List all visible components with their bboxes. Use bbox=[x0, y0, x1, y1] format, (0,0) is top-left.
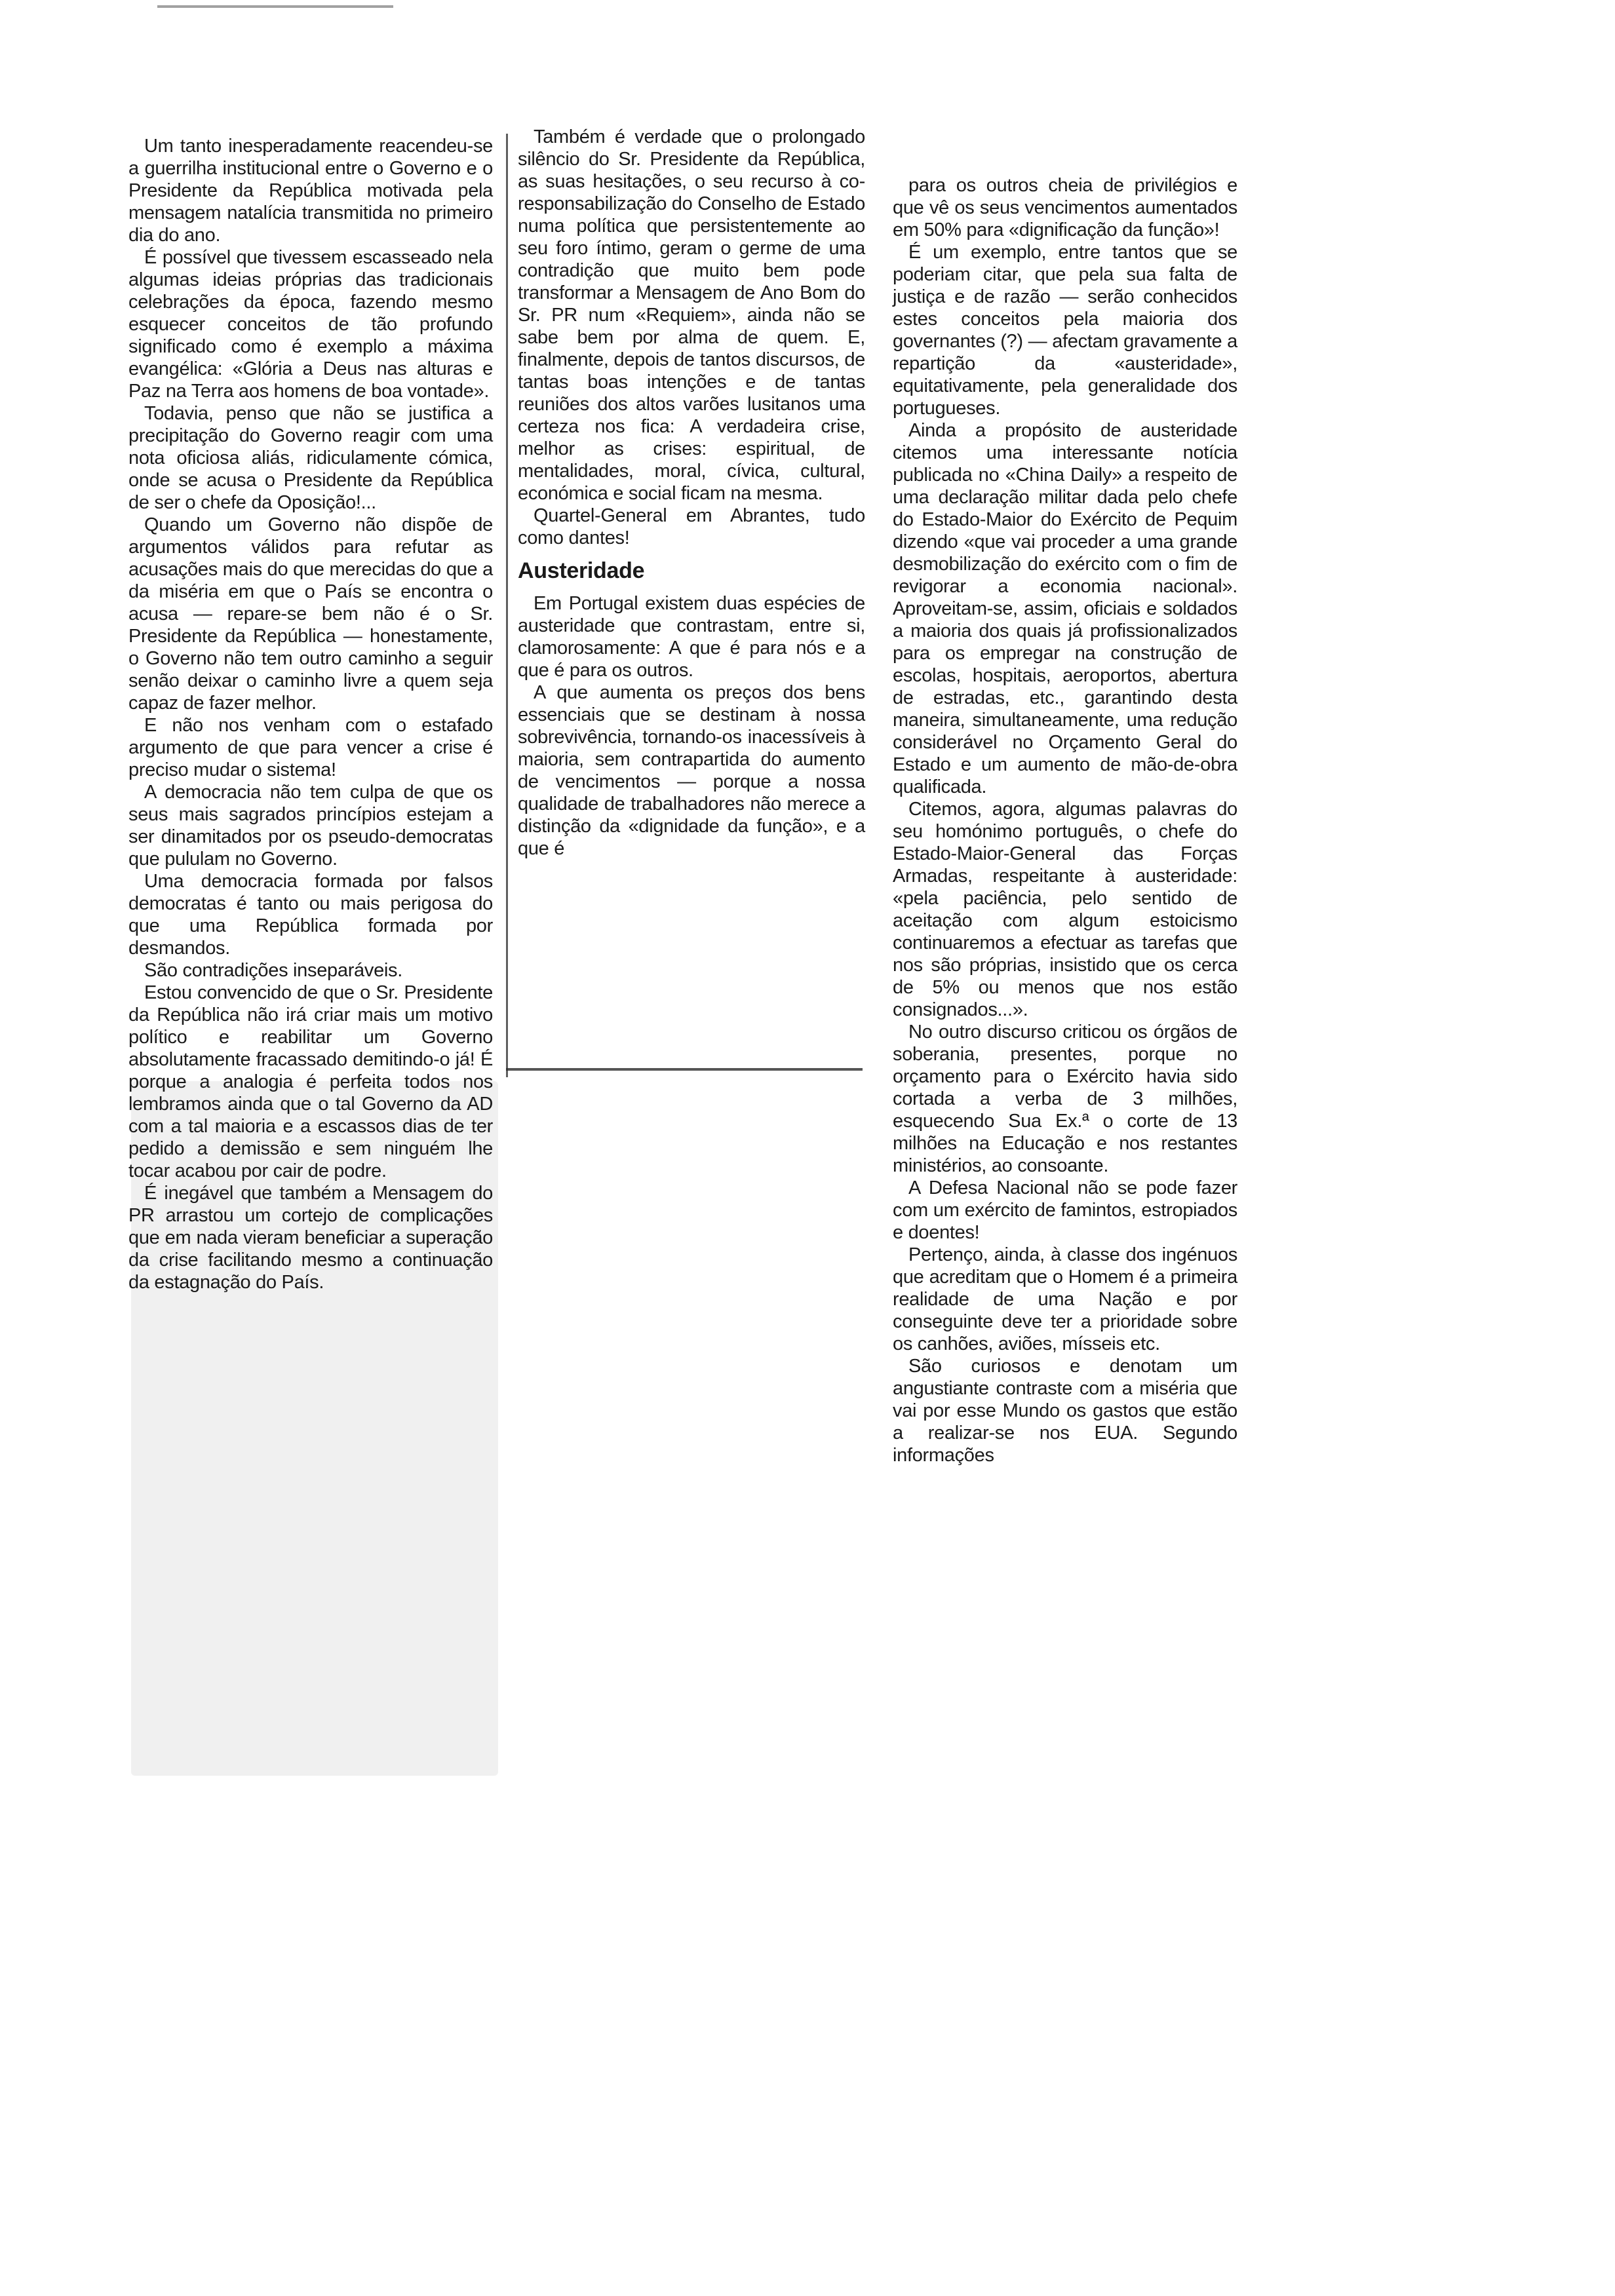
scan-smudge bbox=[131, 1081, 498, 1776]
paragraph: E não nos venham com o estafado argumento de que para vencer a crise é preciso mudar o sistema! bbox=[128, 715, 493, 780]
paragraph: Em Portugal existem duas espécies de austeridade que contrastam, entre si, clamorosamente: A que é para nós e a que é para os outros. bbox=[518, 593, 865, 681]
paragraph: Quando um Governo não dispõe de argumentos válidos para refutar as acusações mais do que merecidas do que a da miséria em que o País se encontra o acusa — repare-se bem não é o Sr. Presidente da República — honestamente, o Governo não tem outro caminho a seguir senão deixar o caminho livre a quem seja capaz de fazer melhor. bbox=[128, 514, 493, 714]
paragraph: Estou convencido de que o Sr. Presidente da República não irá criar mais um motivo político e reabilitar um Governo absolutamente fracassado demitindo-o já! É porque a analogia é perfeita todos nos lembramos ainda que o tal Governo da AD com a tal maioria e a escassos dias de ter pedido a demissão e sem ninguém lhe tocar acabou por cair de podre. bbox=[128, 982, 493, 1181]
paragraph: São curiosos e denotam um angustiante contraste com a miséria que vai por esse Mundo os gastos que estão a realizar-se nos EUA. Segundo informações bbox=[893, 1356, 1237, 1466]
paragraph: Citemos, agora, algumas palavras do seu homónimo português, o chefe do Estado-Maior-General das Forças Armadas, respeitante à austeridade: «pela paciência, pelo sentido de aceitação com algum estoicismo continuaremos a efectuar as tarefas que nos são próprias, insistido que os cerca de 5% ou menos que nos estão consignados...». bbox=[893, 799, 1237, 1020]
scan-edge-mark bbox=[157, 5, 393, 8]
paragraph: Todavia, penso que não se justifica a precipitação do Governo reagir com uma nota oficiosa aliás, ridiculamente cómica, onde se acusa o Presidente da República de ser o chefe da Oposição!... bbox=[128, 403, 493, 513]
column-end-rule bbox=[506, 1068, 863, 1071]
paragraph: São contradições inseparáveis. bbox=[144, 960, 403, 981]
paragraph: Ainda a propósito de austeridade citemos uma interessante notícia publicada no «China Daily» a respeito de uma declaração militar dada pelo chefe do Estado-Maior do Exército de Pequim dizendo «que vai proceder a uma grande desmobilização do exército com o fim de revigorar a economia nacional». Aproveitam-se, assim, oficiais e soldados a maioria dos quais já profissionalizados para os empregar na construção de escolas, hospitais, aeroportos, abertura de estradas, etc., garantindo desta maneira, simultaneamente, uma redução considerável no Orçamento Geral do Estado e um aumento de mão-de-obra qualificada. bbox=[893, 420, 1237, 797]
article-column-1 bbox=[128, 135, 493, 1293]
paragraph: A que aumenta os preços dos bens essenciais que se destinam à nossa sobrevivência, tornando-os inacessíveis à maioria, sem contrapartida do aumento de vencimentos — porque a nossa qualidade de trabalhadores não merece a distinção da «dignidade da função», e a que é bbox=[518, 682, 865, 859]
article-column-2 bbox=[518, 126, 865, 1069]
paragraph: Também é verdade que o prolongado silêncio do Sr. Presidente da República, as suas hesitações, o seu recurso à co-responsabilização do Conselho de Estado numa política que persistentemente ao seu foro íntimo, geram o germe de uma contradição que muito bem pode transformar a Mensagem de Ano Bom do Sr. PR num «Requiem», ainda não se sabe bem por alma de quem. E, finalmente, depois de tantos discursos, de tantas boas intenções e de tantas reuniões dos altos varões lusitanos uma certeza nos fica: A verdadeira crise, melhor as crises: espiritual, de mentalidades, moral, cívica, cultural, económica e social ficam na mesma. bbox=[518, 126, 865, 504]
paragraph: É um exemplo, entre tantos que se poderiam citar, que pela sua falta de justiça e de razão — serão conhecidos estes conceitos pela maioria dos governantes (?) — afectam gravamente a repartição da «austeridade», equitativamente, pela generalidade dos portugueses. bbox=[893, 242, 1237, 419]
section-heading: Austeridade bbox=[518, 558, 645, 583]
paragraph: A democracia não tem culpa de que os seus mais sagrados princípios estejam a ser dinamitados por os pseudo-democratas que pululam no Governo. bbox=[128, 782, 493, 870]
paragraph: Um tanto inesperadamente reacendeu-se a guerrilha institucional entre o Governo e o Presidente da República motivada pela mensagem natalícia transmitida no primeiro dia do ano. bbox=[128, 136, 493, 246]
paragraph: para os outros cheia de privilégios e que vê os seus vencimentos aumentados em 50% para «dignificação da função»! bbox=[893, 175, 1237, 240]
column-divider bbox=[506, 134, 508, 1077]
article-column-3 bbox=[893, 174, 1237, 1466]
paragraph: A Defesa Nacional não se pode fazer com um exército de famintos, estropiados e doentes! bbox=[893, 1177, 1237, 1243]
paragraph: No outro discurso criticou os órgãos de soberania, presentes, porque no orçamento para o Exército havia sido cortada a verba de 3 milhões, esquecendo Sua Ex.ª o corte de 13 milhões na Educação e nos restantes ministérios, ao consoante. bbox=[893, 1022, 1237, 1176]
paragraph: Quartel-General em Abrantes, tudo como dantes! bbox=[518, 505, 865, 548]
paragraph: É inegável que também a Mensagem do PR arrastou um cortejo de complicações que em nada vieram beneficiar a superação da crise facilitando mesmo a continuação da estagnação do País. bbox=[128, 1183, 493, 1293]
paragraph: É possível que tivessem escasseado nela algumas ideias próprias das tradicionais celebrações da época, fazendo mesmo esquecer conceitos de tão profundo significado como é exemplo a máxima evangélica: «Glória a Deus nas alturas e Paz na Terra aos homens de boa vontade». bbox=[128, 247, 493, 402]
paragraph: Pertenço, ainda, à classe dos ingénuos que acreditam que o Homem é a primeira realidade de uma Nação e por conseguinte deve ter a prioridade sobre os canhões, aviões, mísseis etc. bbox=[893, 1244, 1237, 1354]
paragraph: Uma democracia formada por falsos democratas é tanto ou mais perigosa do que uma República formada por desmandos. bbox=[128, 871, 493, 959]
